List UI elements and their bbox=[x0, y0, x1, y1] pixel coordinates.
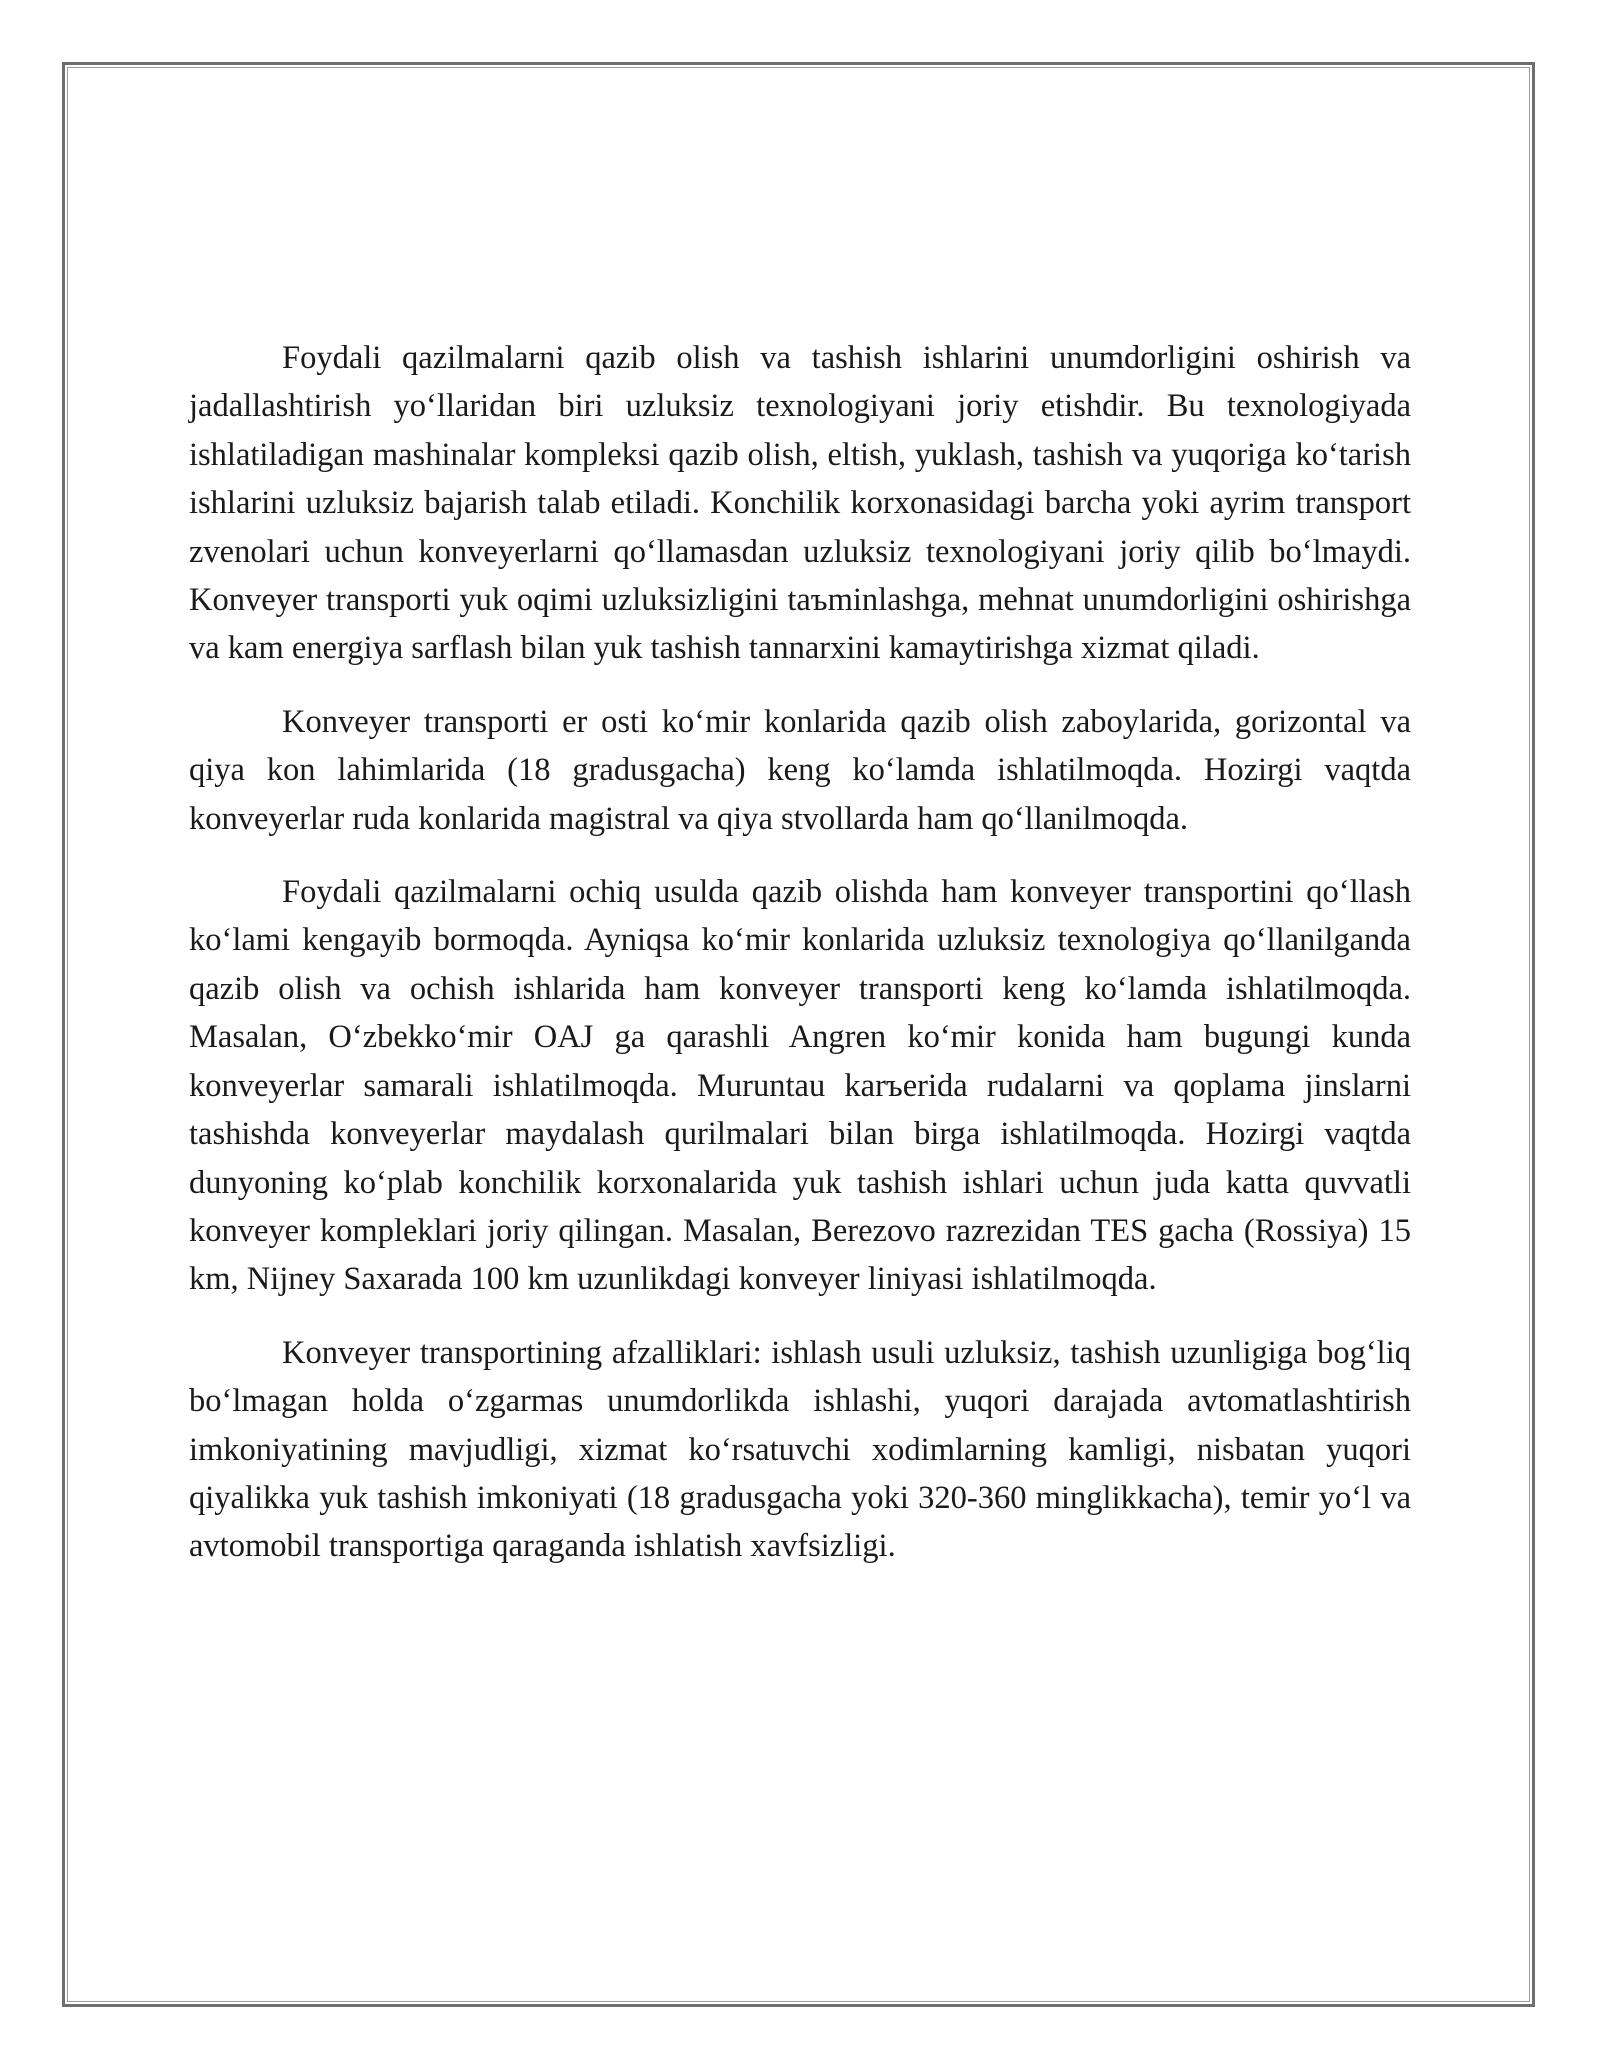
paragraph-4: Konveyer transportining afzalliklari: ishlash usuli uzluksiz, tashish uzunligiga bogʻliq boʻlmagan holda oʻzgarmas unumdorlikda ishlashi, yuqori darajada avtomatlashtirish imkoniyatining mavjudligi, xizmat koʻrsatuvchi xodimlarning kamligi, nisbatan yuqori qiyalikka yuk tashish imkoniyati (18 gradusgacha yoki 320-360 minglikkacha), temir yoʻl va avtomobil transportiga qaraganda ishlatish xavfsizligi. bbox=[189, 1334, 1411, 1565]
paragraph-3: Foydali qazilmalarni ochiq usulda qazib olishda ham konveyer transportini qoʻllash koʻlami kengayib bormoqda. Ayniqsa koʻmir konlarida uzluksiz texnologiya qoʻllanilganda qazib olish va ochish ishlarida ham konveyer transporti keng koʻlamda ishlatilmoqda. Masalan, Oʻzbekkoʻmir OAJ ga qarashli Angren koʻmir konida ham bugungi kunda konveyerlar samarali ishlatilmoqda. Muruntau karъerida rudalarni va qoplama jinslarni tashishda konveyerlar maydalash qurilmalari bilan birga ishlatilmoqda. Hozirgi vaqtda dunyoning koʻplab konchilik korxonalarida yuk tashish ishlari uchun juda katta quvvatli konveyer kompleklari joriy qilingan. Masalan, Berezovo razrezidan TES gacha (Rossiya) 15 km, Nijney Saxarada 100 km uzunlikdagi konveyer liniyasi ishlatilmoqda. bbox=[189, 874, 1411, 1298]
document-body bbox=[189, 334, 1411, 1596]
paragraph-2: Konveyer transporti er osti koʻmir konlarida qazib olish zaboylarida, gorizontal va qiya kon lahimlarida (18 gradusgacha) keng koʻlamda ishlatilmoqda. Hozirgi vaqtda konveyerlar ruda konlarida magistral va qiya stvollarda ham qoʻllanilmoqda. bbox=[189, 703, 1411, 837]
paragraph-1: Foydali qazilmalarni qazib olish va tashish ishlarini unumdorligini oshirish va jadallashtirish yoʻllaridan biri uzluksiz texnologiyani joriy etishdir. Bu texnologiyada ishlatiladigan mashinalar kompleksi qazib olish, eltish, yuklash, tashish va yuqoriga koʻtarish ishlarini uzluksiz bajarish talab etiladi. Konchilik korxonasidagi barcha yoki ayrim transport zvenolari uchun konveyerlarni qoʻllamasdan uzluksiz texnologiyani joriy qilib boʻlmaydi. Konveyer transporti yuk oqimi uzluksizligini taъminlashga, mehnat unumdorligini oshirishga va kam energiya sarflash bilan yuk tashish tannarxini kamaytirishga xizmat qiladi. bbox=[189, 340, 1411, 667]
